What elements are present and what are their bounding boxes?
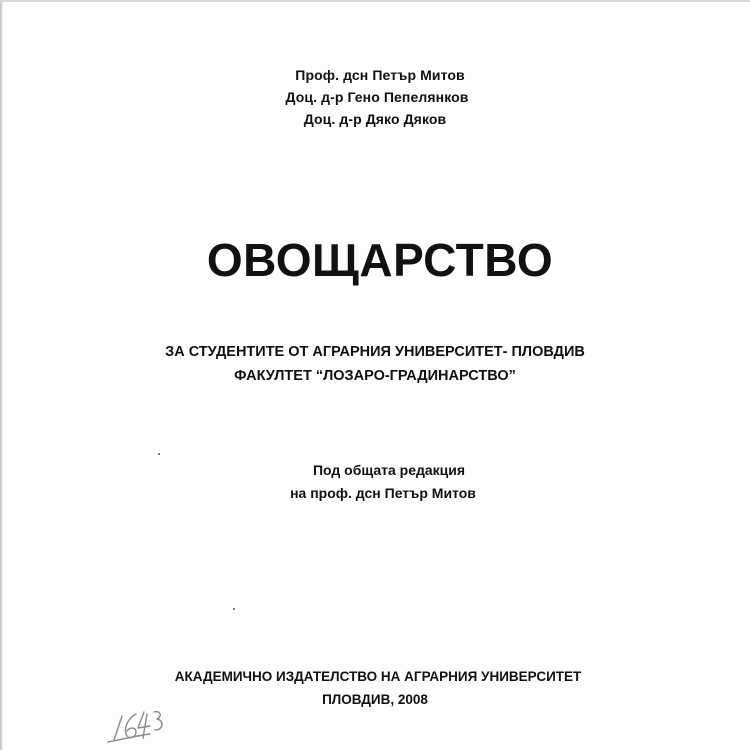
handwritten-number-mark bbox=[100, 700, 170, 744]
author-2: Доц. д-р Гено Пепелянков bbox=[285, 89, 469, 105]
author-3: Доц. д-р Дяко Дяков bbox=[303, 111, 447, 127]
subtitle-line-2: ФАКУЛТЕТ “ЛОЗАРО-ГРАДИНАРСТВО” bbox=[234, 368, 516, 384]
book-title: ОВОЩАРСТВО bbox=[206, 234, 554, 286]
editor-line-1: Под общата редакция bbox=[312, 462, 466, 478]
scan-edge-top bbox=[0, 0, 750, 2]
editor-line-2: на проф. дсн Петър Митов bbox=[290, 485, 476, 501]
editor-block bbox=[0, 459, 750, 505]
subtitle-line-1: ЗА СТУДЕНТИТЕ ОТ АГРАРНИЯ УНИВЕРСИТЕТ- ПЛОВДИВ bbox=[165, 344, 585, 360]
subtitle-block bbox=[0, 340, 750, 388]
scan-speck bbox=[158, 453, 160, 455]
authors-block bbox=[0, 64, 750, 130]
publisher-city-year: ПЛОВДИВ, 2008 bbox=[322, 692, 428, 707]
scan-speck bbox=[233, 608, 235, 610]
publisher-name: АКАДЕМИЧНО ИЗДАТЕЛСТВО НА АГРАРНИЯ УНИВЕРСИТЕТ bbox=[174, 669, 582, 684]
author-1: Проф. дсн Петър Митов bbox=[295, 67, 465, 83]
